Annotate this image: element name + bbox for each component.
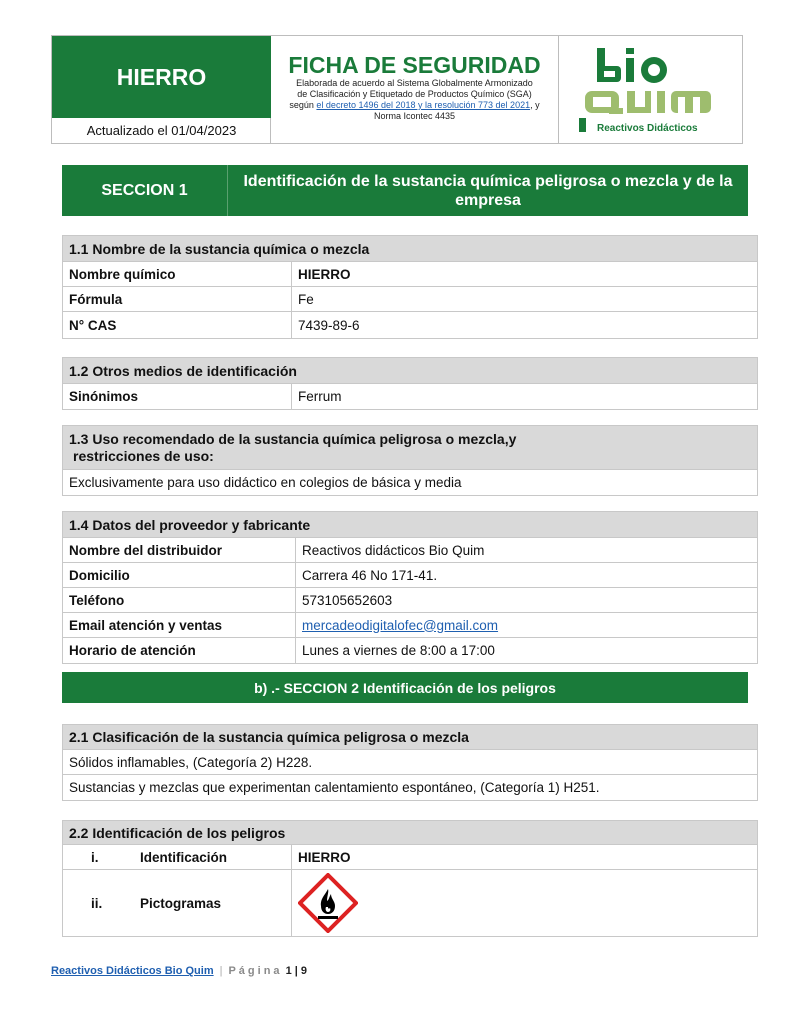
table-row: [63, 470, 757, 495]
row-value: Exclusivamente para uso didáctico en colegios de básica y media: [69, 475, 462, 490]
row-value: Sólidos inflamables, (Categoría 2) H228.: [69, 754, 313, 770]
row-value: 573105652603: [302, 592, 393, 608]
row-key: N° CAS: [63, 312, 292, 338]
table-row: [63, 845, 757, 870]
table-classification: [62, 724, 758, 801]
row-key: Nombre del distribuidor: [63, 538, 296, 562]
row-key: [63, 845, 292, 869]
sheet-title: FICHA DE SEGURIDAD: [288, 52, 541, 78]
table-row: [63, 384, 757, 409]
table-row: [63, 870, 757, 936]
row-value: Fe: [298, 291, 314, 307]
heading-line-2: restricciones de uso:: [73, 447, 214, 464]
pictogram-cell: [292, 870, 364, 936]
row-value: Carrera 46 No 171-41.: [302, 567, 438, 583]
row-key: Sinónimos: [63, 384, 292, 409]
table-heading: 2.2 Identificación de los peligros: [63, 821, 757, 845]
flame-pictogram-icon: [298, 873, 358, 933]
section-1-header: [62, 165, 748, 216]
table-substance-name: [62, 235, 758, 339]
table-row: [63, 287, 757, 312]
desc-line-1: Elaborada de acuerdo al Sistema Globalmente Armonizado: [296, 78, 533, 88]
heading-line-1: 1.3 Uso recomendado de la sustancia química peligrosa o mezcla,y: [69, 430, 517, 447]
row-value: 7439-89-6: [298, 317, 360, 333]
table-row: [63, 775, 757, 800]
table-recommended-use: [62, 425, 758, 496]
footer-page-word: Página: [228, 965, 283, 977]
row-value: Sustancias y mezclas que experimentan calentamiento espontáneo, (Categoría 1) H251.: [69, 780, 600, 795]
desc-segun: según: [289, 100, 317, 110]
row-label: Identificación: [140, 849, 228, 865]
table-row: [63, 563, 757, 588]
row-value: Lunes a viernes de 8:00 a 17:00: [302, 643, 495, 658]
row-key: [63, 870, 292, 936]
row-number: ii.: [91, 895, 103, 911]
table-heading: [63, 426, 757, 470]
row-key: Teléfono: [63, 588, 296, 612]
row-value: HIERRO: [298, 849, 351, 865]
logo-graphic-icon: [559, 36, 743, 143]
row-value: HIERRO: [298, 266, 351, 282]
table-heading: 1.1 Nombre de la sustancia química o mezcla: [63, 236, 757, 262]
table-heading: 1.4 Datos del proveedor y fabricante: [63, 512, 757, 538]
row-key: Horario de atención: [63, 638, 296, 663]
row-key: Fórmula: [63, 287, 292, 311]
page-footer: [51, 965, 307, 977]
footer-brand[interactable]: Reactivos Didácticos Bio Quim: [51, 965, 214, 977]
row-value: Reactivos didácticos Bio Quim: [302, 542, 485, 558]
desc-line-2: de Clasificación y Etiquetado de Productos Químico (SGA): [297, 89, 532, 99]
table-row: [63, 588, 757, 613]
table-row: [63, 613, 757, 638]
row-key: Email atención y ventas: [63, 613, 296, 637]
table-row: [63, 262, 757, 287]
document-header: [51, 35, 743, 144]
section-2-header: b) .- SECCION 2 Identificación de los peligros: [62, 672, 748, 703]
row-number: i.: [91, 849, 99, 865]
table-row: [63, 750, 757, 775]
table-supplier: [62, 511, 758, 664]
decree-link[interactable]: el decreto 1496 del 2018 y la resolución 773 del 2021: [316, 100, 531, 110]
product-name: HIERRO: [52, 36, 271, 118]
table-hazard-identification: [62, 820, 758, 937]
row-value: [296, 613, 504, 637]
table-other-identification: [62, 357, 758, 410]
sheet-description: [271, 78, 558, 122]
updated-date: Actualizado el 01/04/2023: [86, 123, 237, 138]
row-key: Nombre químico: [63, 262, 292, 286]
logo-caption: Reactivos Didácticos: [597, 123, 698, 134]
table-heading: 1.2 Otros medios de identificación: [63, 358, 757, 384]
table-row: [63, 638, 757, 663]
row-label: Pictogramas: [140, 895, 222, 911]
row-key: Domicilio: [63, 563, 296, 587]
row-value: Ferrum: [298, 389, 342, 404]
bioquim-logo: [559, 36, 743, 143]
table-heading: 2.1 Clasificación de la sustancia química peligrosa o mezcla: [63, 725, 757, 750]
desc-end: , y Norma Icontec 4435: [373, 100, 540, 121]
footer-page-number: 1 | 9: [285, 965, 308, 977]
table-row: [63, 538, 757, 563]
header-left-block: [52, 36, 271, 143]
header-title-block: [271, 36, 559, 143]
email-link[interactable]: mercadeodigitalofec@gmail.com: [302, 617, 499, 633]
footer-separator: |: [219, 965, 223, 977]
section-1-title: Identificación de la sustancia química peligrosa o mezcla y de la empresa: [243, 172, 733, 209]
table-row: [63, 312, 757, 338]
section-1-label: SECCION 1: [62, 165, 228, 216]
